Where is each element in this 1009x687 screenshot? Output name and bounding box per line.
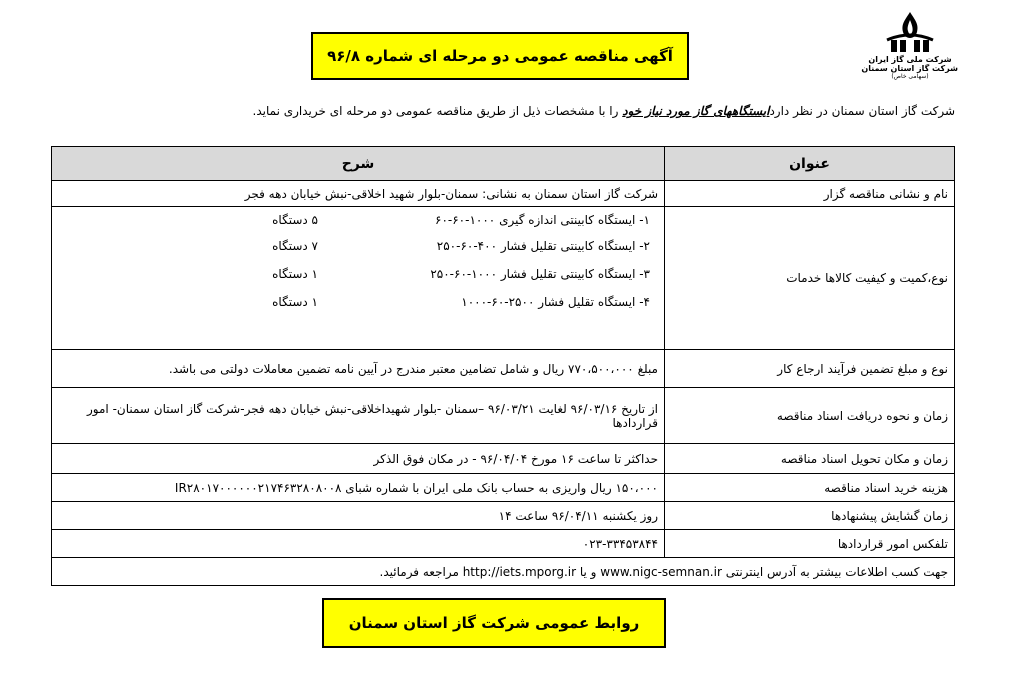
row-label: تلفکس امور قراردادها — [665, 530, 955, 558]
row-value: حداکثر تا ساعت ۱۶ مورخ ۹۶/۰۴/۰۴ - در مکان فوق الذکر — [52, 444, 665, 474]
table-row — [52, 444, 955, 474]
row-label: هزینه خرید اسناد مناقصه — [665, 474, 955, 502]
item-text: ۳- ایستگاه کابینتی تقلیل فشار ۱۰۰۰-۶۰-۲۵۰ — [430, 267, 650, 281]
logo-line-3: (سهامی خاص) — [891, 73, 929, 80]
row-label: زمان و مکان تحویل اسناد مناقصه — [665, 444, 955, 474]
item-qty: ۷ دستگاه — [272, 239, 318, 253]
table-row — [52, 388, 955, 444]
col-desc-header: شرح — [52, 147, 665, 181]
table-row — [52, 502, 955, 530]
table-header-row — [52, 147, 955, 181]
table-row — [52, 474, 955, 502]
col-title-header: عنوان — [665, 147, 955, 181]
row-value: مبلغ ۷۷۰،۵۰۰،۰۰۰ ریال و شامل تضامین معتبر مندرج در آیین نامه تضمین معاملات دولتی می باشد. — [52, 350, 665, 388]
row-items — [52, 207, 665, 350]
table-footer-row — [52, 558, 955, 586]
intro-before: شرکت گاز استان سمنان در نظر دارد — [769, 104, 955, 118]
row-value: ۱۵۰،۰۰۰ ریال واریزی به حساب بانک ملی ایران با شماره شبای IR۲۸۰۱۷۰۰۰۰۰۰۲۱۷۴۶۳۲۸۰۸۰۰۸ — [52, 474, 665, 502]
company-logo — [862, 10, 958, 96]
item-text: ۲- ایستگاه کابینتی تقلیل فشار ۴۰۰-۶۰-۲۵۰ — [436, 239, 650, 253]
row-value: روز یکشنبه ۹۶/۰۴/۱۱ ساعت ۱۴ — [52, 502, 665, 530]
row-value: شرکت گاز استان سمنان به نشانی: سمنان-بلوار شهید اخلاقی-نبش خیابان دهه فجر — [52, 181, 665, 207]
tender-table — [51, 146, 955, 586]
item-text: ۱- ایستگاه کابینتی اندازه گیری ۱۰۰۰-۶۰-۶۰ — [435, 213, 650, 227]
row-label: نوع و مبلغ تضمین فرآیند ارجاع کار — [665, 350, 955, 388]
row-value: ۰۲۳-۳۳۴۵۳۸۴۴ — [52, 530, 665, 558]
intro-text — [60, 104, 955, 118]
row-label: زمان گشایش پیشنهادها — [665, 502, 955, 530]
row-label: نام و نشانی مناقصه گزار — [665, 181, 955, 207]
tender-title: آگهی مناقصه عمومی دو مرحله ای شماره ۹۶/۸ — [311, 32, 689, 80]
table-row — [52, 530, 955, 558]
logo-line-2: شرکت گاز استان سمنان — [861, 64, 958, 73]
gas-flame-logo-icon — [883, 10, 937, 54]
table-row — [52, 207, 955, 350]
public-relations-signature: روابط عمومی شرکت گاز استان سمنان — [322, 598, 666, 648]
item-qty: ۱ دستگاه — [272, 295, 318, 309]
row-value: از تاریخ ۹۶/۰۳/۱۶ لغایت ۹۶/۰۳/۲۱ –سمنان -بلوار شهیداخلاقی-نبش خیابان دهه فجر-شرکت گاز استان سمنان- امور قراردادها — [52, 388, 665, 444]
item-qty: ۱ دستگاه — [272, 267, 318, 281]
row-label: نوع،کمیت و کیفیت کالاها خدمات — [665, 207, 955, 350]
row-label: زمان و نحوه دریافت اسناد مناقصه — [665, 388, 955, 444]
table-row — [52, 181, 955, 207]
table-row — [52, 350, 955, 388]
table-footer-text: جهت کسب اطلاعات بیشتر به آدرس اینترنتی www.nigc-semnan.ir و یا http://iets.mporg.ir مراجعه فرمائید. — [52, 558, 955, 586]
item-qty: ۵ دستگاه — [272, 213, 318, 227]
logo-line-1: شرکت ملی گاز ایران — [868, 55, 952, 64]
item-text: ۴- ایستگاه تقلیل فشار ۲۵۰۰-۶۰-۱۰۰۰ — [461, 295, 650, 309]
intro-after: را با مشخصات ذیل از طریق مناقصه عمومی دو مرحله ای خریداری نماید. — [252, 104, 623, 118]
intro-emphasis: ایستگاههای گاز مورد نیاز خود — [622, 104, 770, 118]
